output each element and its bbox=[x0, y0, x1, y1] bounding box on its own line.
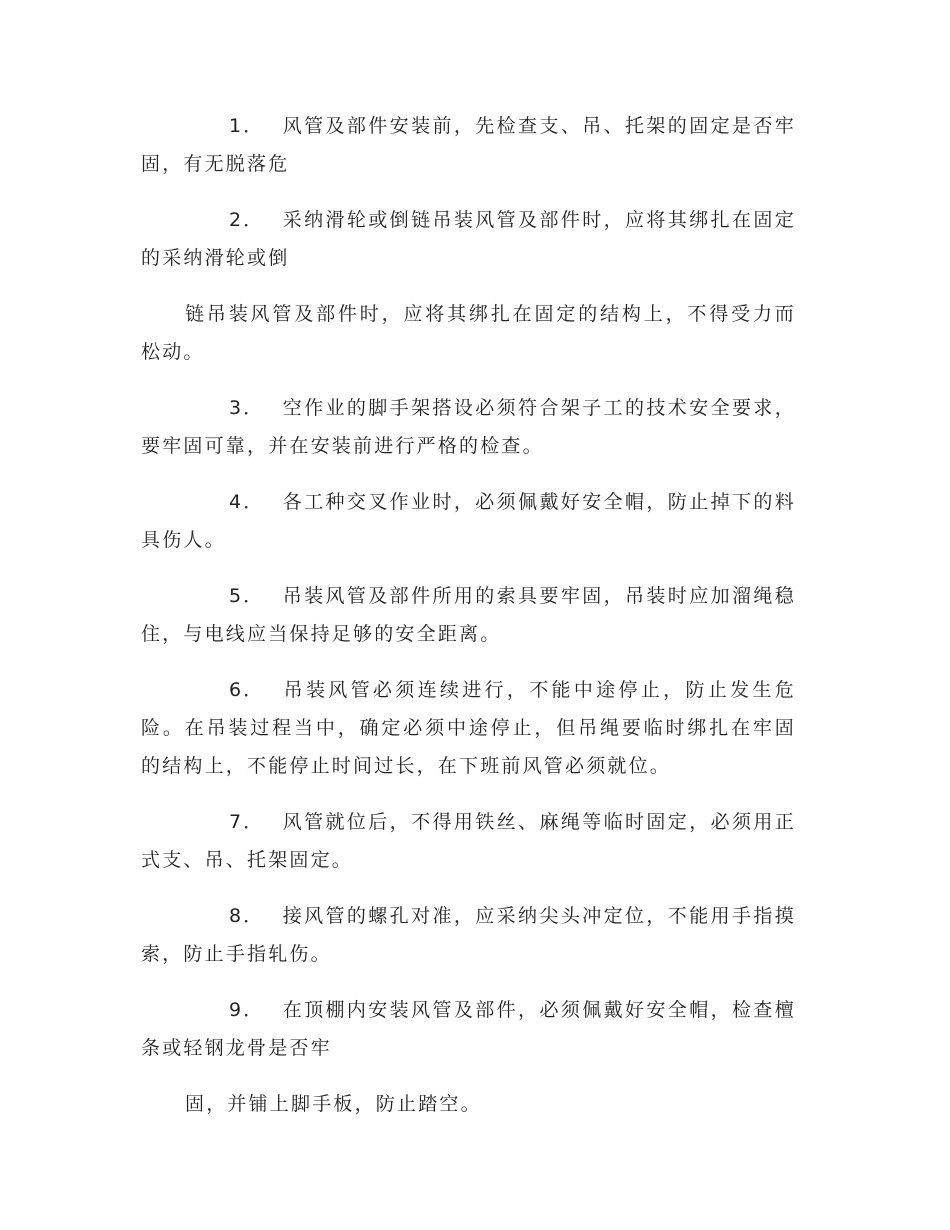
paragraph-number: 4． bbox=[229, 491, 265, 513]
paragraph-3 bbox=[141, 389, 796, 465]
paragraph-1 bbox=[141, 107, 796, 183]
paragraph-text: 吊装风管及部件所用的索具要牢固，吊装时应加溜绳稳住，与电线应当保持足够的安全距离。 bbox=[141, 585, 796, 645]
paragraph-number: 8． bbox=[229, 905, 265, 927]
paragraph-8 bbox=[141, 897, 796, 973]
paragraph-number: 3． bbox=[229, 397, 265, 419]
paragraph-text: 在顶棚内安装风管及部件，必须佩戴好安全帽，检查檀条或轻钢龙骨是否牢 bbox=[141, 999, 796, 1059]
paragraph-text: 采纳滑轮或倒链吊装风管及部件时，应将其绑扎在固定的采纳滑轮或倒 bbox=[141, 209, 796, 269]
paragraph-7 bbox=[141, 803, 796, 879]
paragraph-text: 空作业的脚手架搭设必须符合架子工的技术安全要求，要牢固可靠，并在安装前进行严格的检查。 bbox=[141, 397, 796, 457]
paragraph-9-continued bbox=[141, 1085, 796, 1123]
paragraph-number: 9． bbox=[229, 999, 265, 1021]
paragraph-number: 1． bbox=[229, 115, 265, 137]
paragraph-text: 链吊装风管及部件时，应将其绑扎在固定的结构上，不得受力而松动。 bbox=[141, 303, 796, 363]
paragraph-2 bbox=[141, 201, 796, 277]
paragraph-number: 6． bbox=[229, 679, 265, 701]
paragraph-text: 风管就位后，不得用铁丝、麻绳等临时固定，必须用正式支、吊、托架固定。 bbox=[141, 811, 796, 871]
paragraph-text: 吊装风管必须连续进行，不能中途停止，防止发生危险。在吊装过程当中，确定必须中途停止，但吊绳要临时绑扎在牢固的结构上，不能停止时间过长，在下班前风管必须就位。 bbox=[141, 679, 796, 777]
paragraph-2-continued bbox=[141, 295, 796, 371]
paragraph-number: 5． bbox=[229, 585, 265, 607]
paragraph-4 bbox=[141, 483, 796, 559]
paragraph-number: 2． bbox=[229, 209, 265, 231]
paragraph-5 bbox=[141, 577, 796, 653]
paragraph-text: 固，并铺上脚手板，防止踏空。 bbox=[185, 1093, 482, 1115]
paragraph-text: 接风管的螺孔对准，应采纳尖头冲定位，不能用手指摸索，防止手指轧伤。 bbox=[141, 905, 796, 965]
paragraph-number: 7． bbox=[229, 811, 265, 833]
document-body bbox=[141, 107, 796, 1141]
paragraph-text: 风管及部件安装前，先检查支、吊、托架的固定是否牢固，有无脱落危 bbox=[141, 115, 796, 175]
paragraph-text: 各工种交叉作业时，必须佩戴好安全帽，防止掉下的料具伤人。 bbox=[141, 491, 796, 551]
paragraph-9 bbox=[141, 991, 796, 1067]
paragraph-6 bbox=[141, 671, 796, 785]
